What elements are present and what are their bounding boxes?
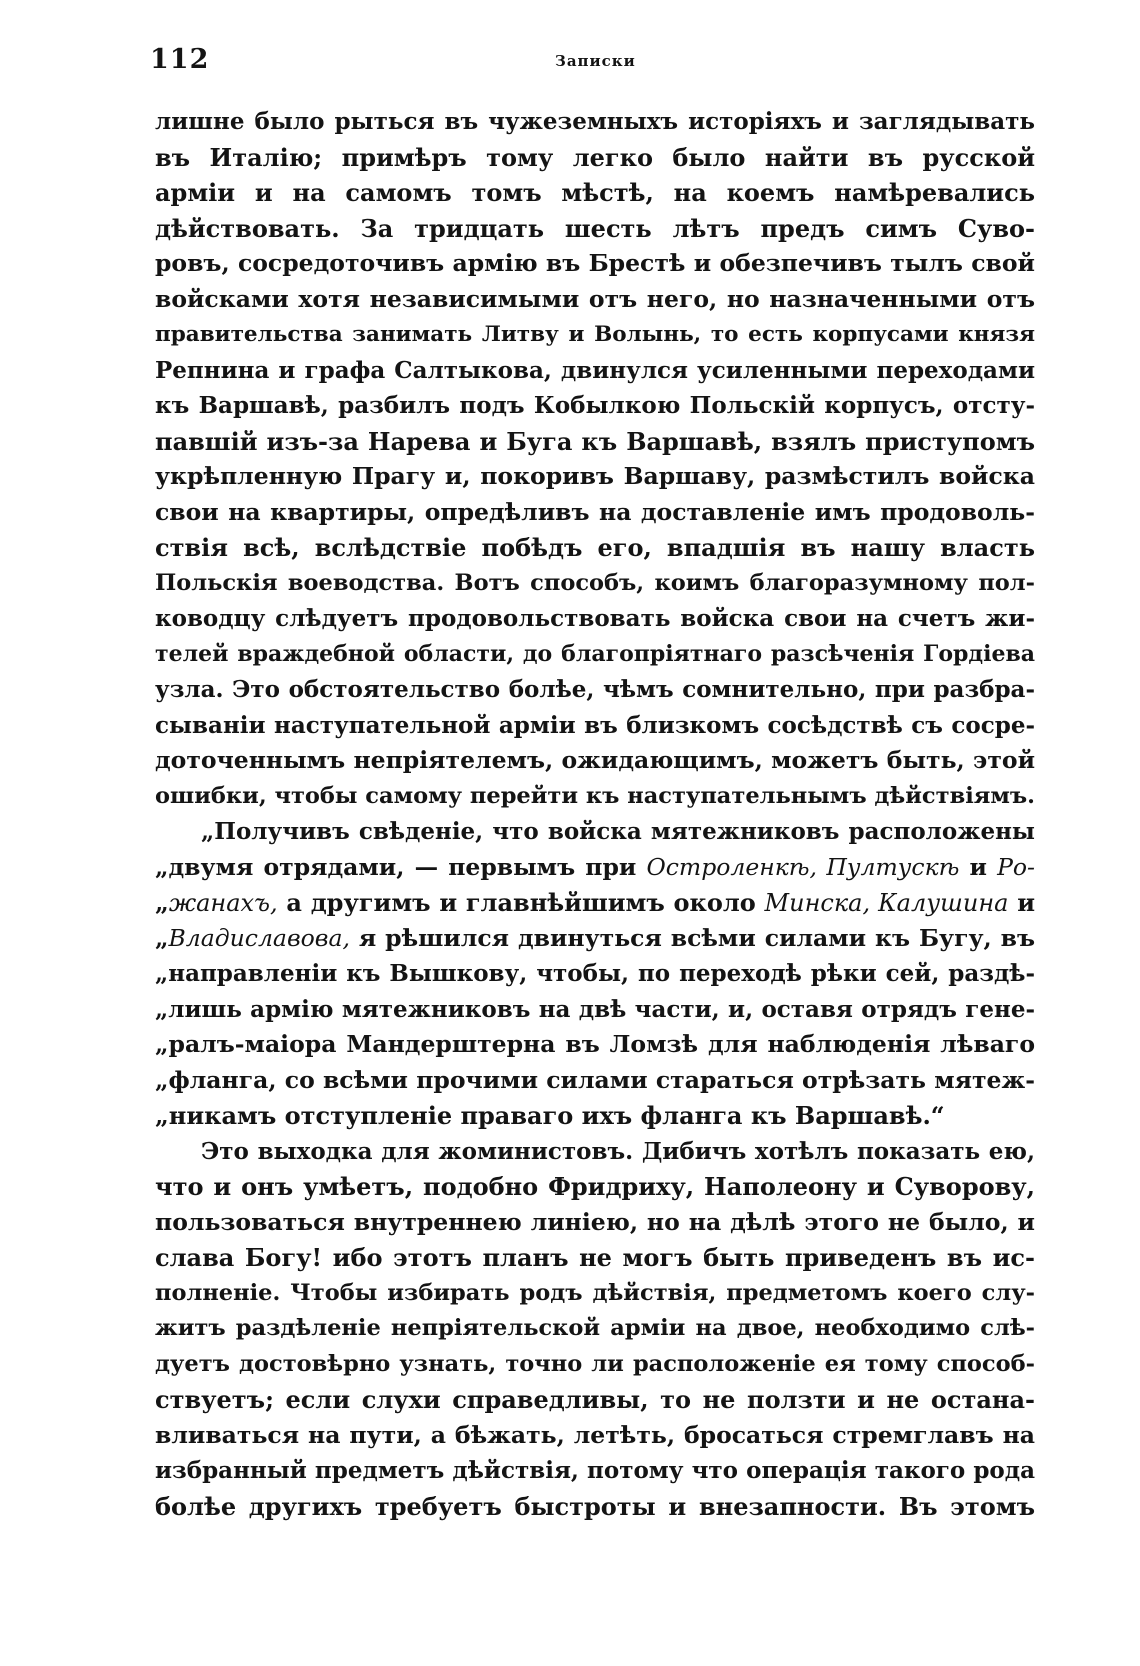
text-line: избранный предметъ дѣйствія, потому что операція такого рода [155,1457,1035,1484]
text-line: дуетъ достовѣрно узнать, точно ли расположеніе ея тому способ- [155,1350,1035,1377]
quote-line [155,885,1035,921]
text-line: арміи и на самомъ томъ мѣстѣ, на коемъ намѣревались [155,178,1035,207]
text-line: ошибки, чтобы самому перейти къ наступательнымъ дѣйствіямъ. [155,782,1035,809]
paragraph-3 [155,1134,1035,1525]
place-name: Владиславова, [168,923,350,952]
text-line: павшій изъ-за Нарева и Буга къ Варшавѣ, взялъ приступомъ [155,426,1035,456]
place-name: Ро- [997,852,1035,881]
quote-mark: „ [155,888,169,917]
quote-text: „двумя отрядами, — первымъ при [155,852,647,881]
text-line: ствуетъ; если слухи справедливы, то не ползти и не остана- [155,1385,1035,1414]
text-line: дѣйствовать. За тридцать шесть лѣтъ предъ симъ Суво- [155,213,1035,243]
place-names: Остроленкѣ, Пултускѣ [646,852,960,881]
text-line: въ Италію; примѣръ тому легко было найти въ русской [155,142,1035,172]
quote-text: и [1008,888,1035,917]
text-line: правительства занимать Литву и Волынь, то есть корпусами князя [155,322,1035,347]
quote-line [155,850,1035,886]
text-line: что и онъ умѣетъ, подобно Фридриху, Наполеону и Суворову, [155,1172,1035,1201]
text-line: доточеннымъ непріятелемъ, ожидающимъ, можетъ быть, этой [155,746,1035,774]
quote-line: „ралъ-маіора Мандерштерна въ Ломзѣ для наблюденія лѣваго [155,1030,1035,1058]
text-line: Польскія воеводства. Вотъ способъ, коимъ благоразумному пол- [155,569,1035,596]
text-line: вливаться на пути, а бѣжать, летѣть, бросаться стремглавъ на [155,1420,1035,1449]
place-names: Минска, Калушина [764,889,1009,917]
text-line: къ Варшавѣ, разбилъ подъ Кобылкою Польскій корпусъ, отсту- [155,392,1035,419]
text-line: слава Богу! ибо этотъ планъ не могъ быть приведенъ въ ис- [155,1243,1035,1272]
quote-line [155,921,1035,957]
text-line: пользоваться внутреннею линіею, но на дѣлѣ этого не было, и [155,1207,1035,1236]
quote-block [155,814,1035,1134]
text-line: житъ раздѣленіе непріятельской арміи на двое, необходимо слѣ- [155,1315,1035,1341]
text-line: укрѣпленную Прагу и, покоривъ Варшаву, размѣстилъ войска [155,462,1035,490]
text-line: войсками хотя независимыми отъ него, но назначенными отъ [155,284,1035,313]
body-text [155,104,1035,1524]
text-line: телей враждебной области, до благопріятнаго разсѣченія Гордіева [155,640,1035,667]
text-line: ководцу слѣдуетъ продовольствовать войска свои на счетъ жи- [155,605,1035,632]
quote-text: я рѣшился двинуться всѣми силами къ Бугу, въ [349,923,1035,952]
text-line: лишне было рыться въ чужеземныхъ исторіяхъ и заглядывать [155,108,1035,135]
text-line: болѣе другихъ требуетъ быстроты и внезапности. Въ этомъ [155,1491,1035,1521]
quote-line: „лишь армію мятежниковъ на двѣ части, и, оставя отрядъ гене- [155,995,1035,1023]
page-number: 112 [150,44,210,75]
text-line: ровъ, сосредоточивъ армію въ Брестѣ и обезпечивъ тылъ свой [155,249,1035,277]
quote-line: „фланга, со всѣми прочими силами стараться отрѣзать мятеж- [155,1065,1035,1094]
text-line: узла. Это обстоятельство болѣе, чѣмъ сомнительно, при разбра- [155,676,1035,703]
quote-mark: „ [155,923,169,952]
quote-line: „Получивъ свѣденіе, что войска мятежниковъ расположены [201,818,1035,845]
paragraph-1 [155,104,1035,814]
running-title: Записки [555,52,636,70]
text-line: сываніи наступательной арміи въ близкомъ сосѣдствѣ съ сосре- [155,711,1035,739]
text-line: Это выходка для жоминистовъ. Дибичъ хотѣлъ показать ею, [201,1137,1035,1165]
text-line: свои на квартиры, опредѣливъ на доставленіе имъ продоволь- [155,497,1035,526]
text-line: Репнина и графа Салтыкова, двинулся усиленными переходами [155,356,1035,384]
quote-text: и [959,852,998,881]
quote-text: а другимъ и главнѣйшимъ около [277,888,765,917]
text-line: ствія всѣ, вслѣдствіе побѣдъ его, впадшія въ нашу власть [155,533,1035,562]
text-line: полненіе. Чтобы избирать родъ дѣйствія, предметомъ коего слу- [155,1279,1035,1306]
quote-line: „никамъ отступленіе праваго ихъ фланга къ Варшавѣ.“ [155,1101,945,1130]
place-name: жанахъ, [168,889,278,917]
quote-line: „направленіи къ Вышкову, чтобы, по переходѣ рѣки сей, раздѣ- [155,960,1035,987]
